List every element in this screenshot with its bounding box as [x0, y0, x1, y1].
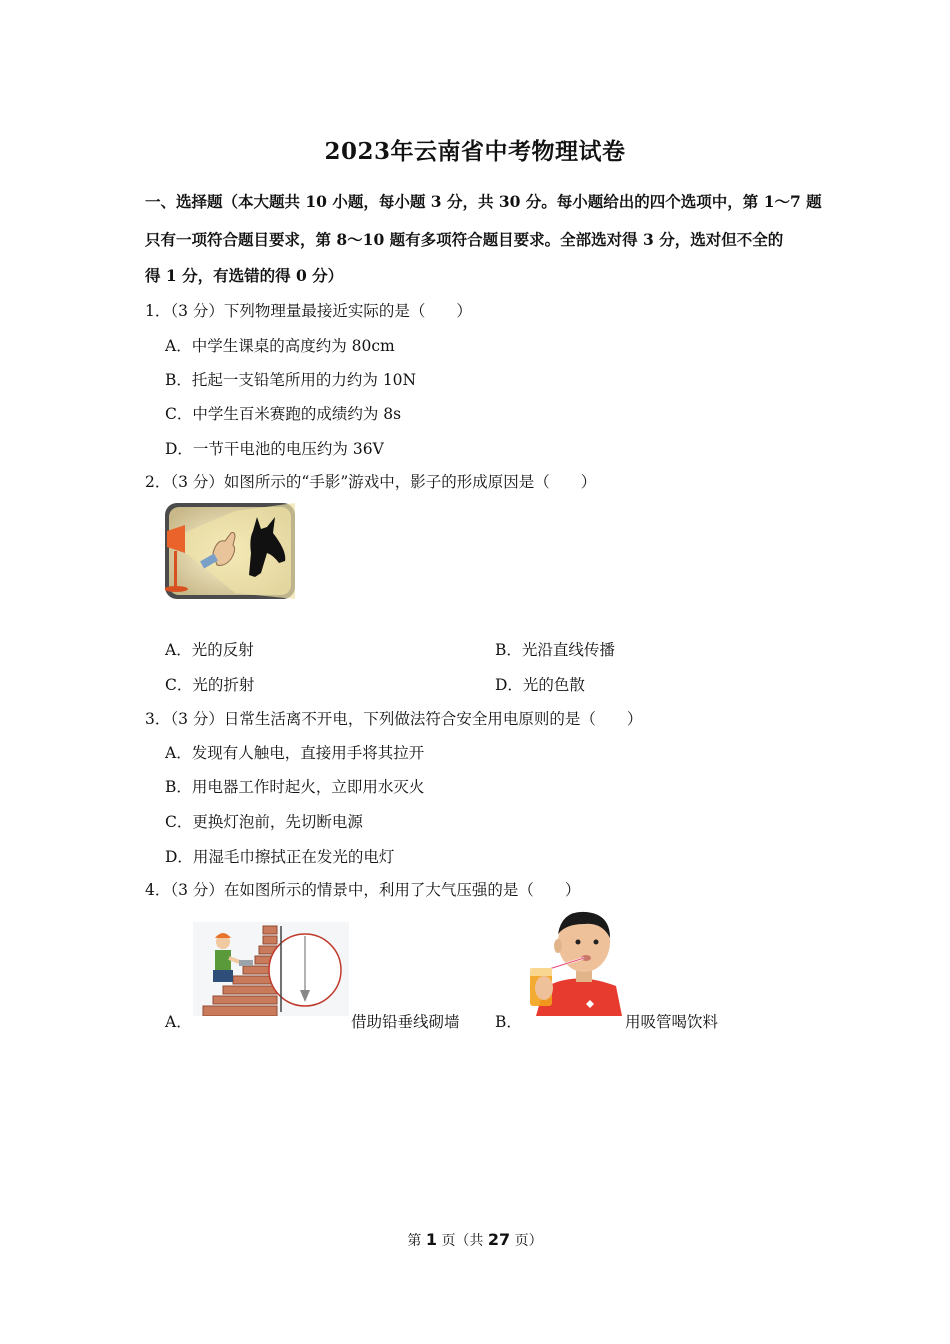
q3-option-d: D．用湿毛巾擦拭正在发光的电灯 [165, 848, 395, 866]
q3-option-b: B．用电器工作时起火，立即用水灭火 [165, 778, 425, 796]
q1-option-d: D．一节干电池的电压约为 36V [165, 440, 384, 458]
q2-option-b: B．光沿直线传播 [495, 641, 615, 659]
q4-option-a-caption: 借助铅垂线砌墙 [351, 1013, 460, 1031]
q1-option-a: A．中学生课桌的高度约为 80cm [165, 337, 395, 355]
q2-option-a: A．光的反射 [165, 641, 254, 659]
q2-option-c: C．光的折射 [165, 676, 255, 694]
footer-page-number: 1 [425, 1230, 437, 1249]
page-title: 2023年云南省中考物理试卷 [324, 138, 626, 165]
q1-option-c: C．中学生百米赛跑的成绩约为 8s [165, 405, 402, 423]
plumb-line-wall-illustration [193, 922, 349, 1016]
q3-stem: 3．（3 分）日常生活离不开电，下列做法符合安全用电原则的是（ ） [145, 710, 643, 728]
section-header-line2: 只有一项符合题目要求，第 8～10 题有多项符合题目要求。全部选对得 3 分，选对但不全的 [145, 230, 784, 249]
boy-drinking-straw-photo [526, 908, 622, 1016]
q3-option-a: A．发现有人触电，直接用手将其拉开 [165, 744, 425, 762]
q4-option-b-label: B． [495, 1013, 522, 1031]
footer-total-pages: 27 [487, 1230, 511, 1249]
page-footer [0, 1230, 950, 1250]
section-header-line3: 得 1 分，有选错的得 0 分） [145, 266, 344, 285]
q1-stem: 1．（3 分）下列物理量最接近实际的是（ ） [145, 302, 472, 320]
q2-stem: 2．（3 分）如图所示的“手影”游戏中，影子的形成原因是（ ） [145, 473, 597, 491]
q2-option-d: D．光的色散 [495, 676, 585, 694]
footer-suffix: 页） [514, 1233, 543, 1249]
q1-option-b: B．托起一支铅笔所用的力约为 10N [165, 371, 417, 389]
q4-option-a-label: A． [165, 1013, 192, 1031]
hand-shadow-illustration [165, 503, 295, 599]
q4-stem: 4．（3 分）在如图所示的情景中，利用了大气压强的是（ ） [145, 881, 581, 899]
q3-option-c: C．更换灯泡前，先切断电源 [165, 813, 363, 831]
q4-option-b-caption: 用吸管喝饮料 [625, 1013, 719, 1031]
section-header-line1: 一、选择题（本大题共 10 小题，每小题 3 分，共 30 分。每小题给出的四个选项中，第 1～7 题 [145, 192, 822, 211]
footer-mid: 页（共 [441, 1233, 484, 1249]
footer-prefix: 第 [407, 1233, 422, 1249]
